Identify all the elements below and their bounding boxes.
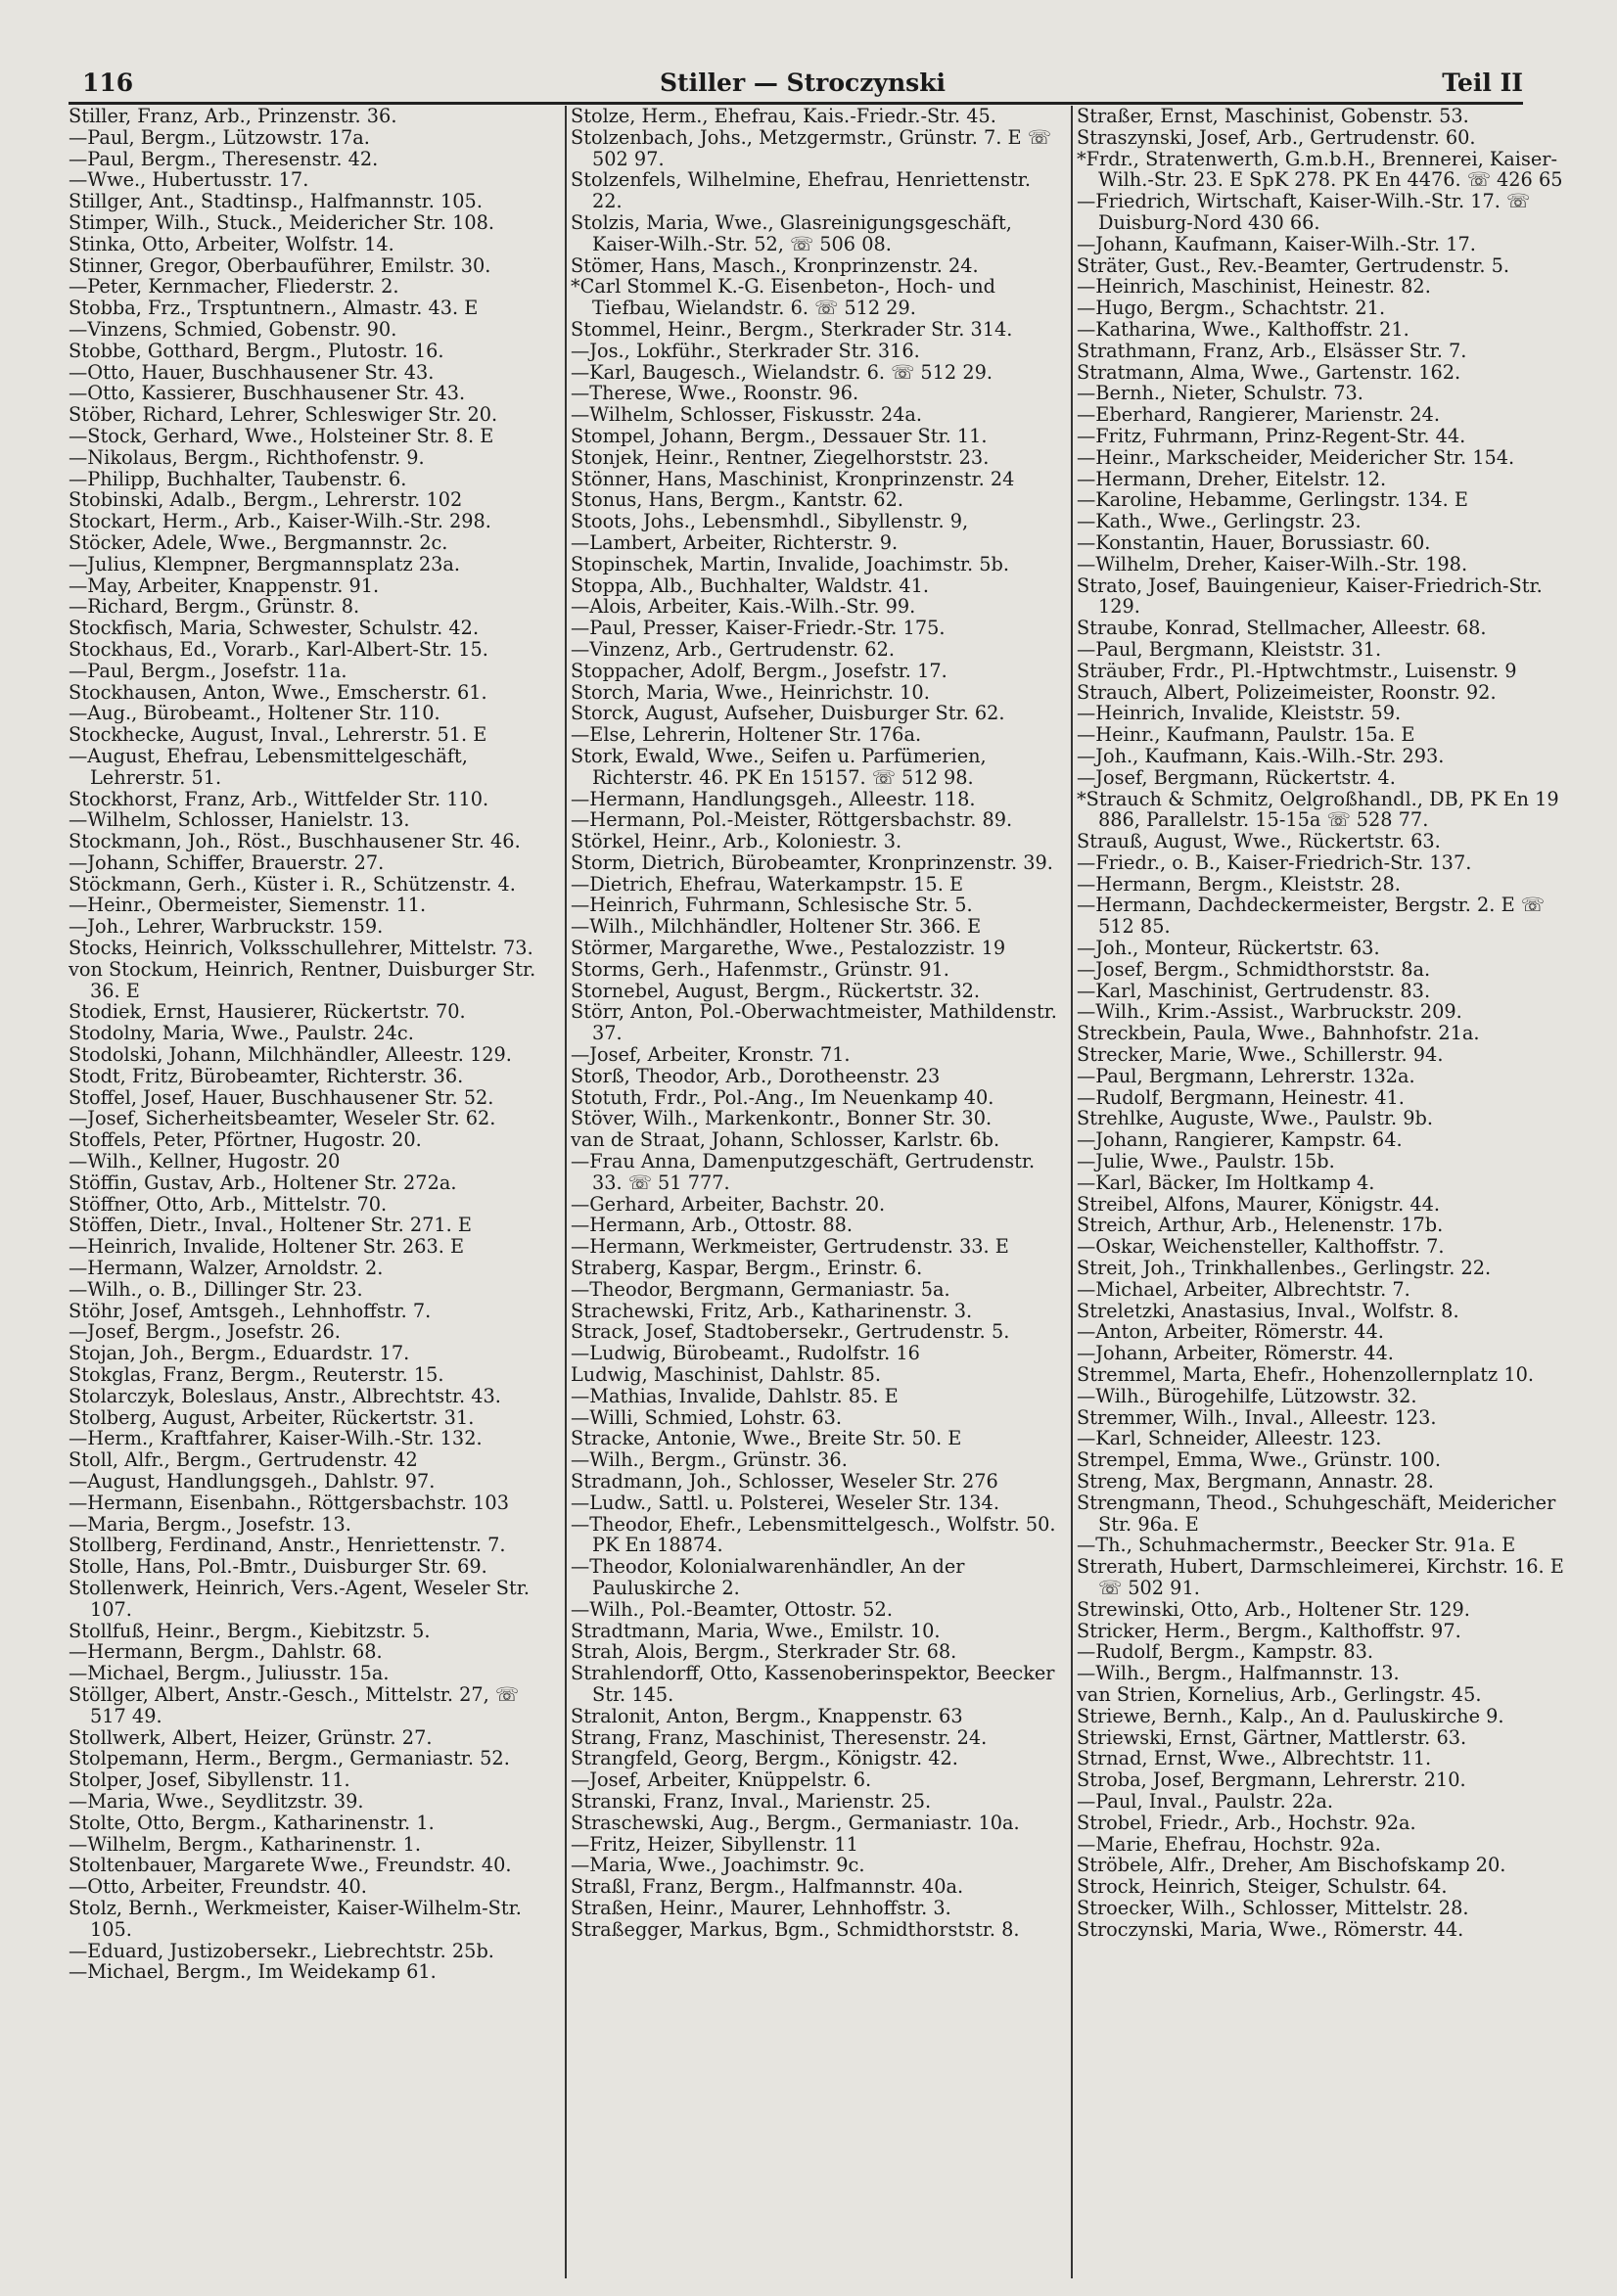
directory-entry: —Marie, Ehefrau, Hochstr. 92a. [1077,1832,1381,1856]
directory-entry: Strnad, Ernst, Wwe., Albrechtstr. 11. [1077,1747,1432,1770]
directory-entry: —Hermann, Dreher, Eitelstr. 12. [1077,467,1387,490]
directory-entry: Stompel, Johann, Bergm., Dessauer Str. 11. [571,424,988,447]
directory-entry: Storß, Theodor, Arb., Dorotheenstr. 23 [571,1064,941,1087]
directory-entry: Stracke, Antonie, Wwe., Breite Str. 50. E [571,1427,962,1450]
directory-entry: Stradtmann, Maria, Wwe., Emilstr. 10. [571,1619,941,1642]
directory-entry: Stockart, Herm., Arb., Kaiser-Wilh.-Str. 298. [69,510,491,533]
directory-entry: —Ludwig, Bürobeamt., Rudolfstr. 16 [571,1342,920,1365]
directory-entry: —Oskar, Weichensteller, Kalthoffstr. 7. [1077,1235,1445,1259]
directory-entry: —Eberhard, Rangierer, Marienstr. 24. [1077,403,1440,427]
directory-entry: Straßegger, Markus, Bgm., Schmidthorststr. 8. [571,1917,1020,1941]
directory-entry: Stodolny, Maria, Wwe., Paulstr. 24c. [69,1022,414,1045]
directory-entry: —Hermann, Werkmeister, Gertrudenstr. 33. E [571,1235,1009,1259]
directory-entry: —Heinr., Kaufmann, Paulstr. 15a. E [1077,723,1415,747]
directory-entry: Störkel, Heinr., Arb., Koloniestr. 3. [571,830,902,853]
directory-entry: Stockhecke, August, Inval., Lehrerstr. 51. E [69,723,487,747]
directory-entry: Stolper, Josef, Sibyllenstr. 11. [69,1768,350,1792]
directory-entry: Strauch, Albert, Polizeimeister, Roonstr. 92. [1077,680,1497,704]
directory-entry: —Wilh., Bergm., Grünstr. 36. [571,1448,848,1472]
directory-entry: —Josef, Sicherheitsbeamter, Weseler Str. 62. [69,1107,496,1130]
directory-entry: Stolberg, August, Arbeiter, Rückertstr. 31. [69,1405,475,1429]
column-2 [571,106,1060,2283]
directory-entry: Stiller, Franz, Arb., Prinzenstr. 36. [69,106,397,127]
directory-entry: Strecker, Marie, Wwe., Schillerstr. 94. [1077,1043,1444,1067]
directory-entry: —Karoline, Hebamme, Gerlingstr. 134. E [1077,488,1468,512]
directory-entry: —Theodor, Kolonialwarenhändler, An der Pauluskirche 2. [571,1555,965,1599]
directory-entry: —Wwe., Hubertusstr. 17. [69,168,309,192]
directory-entry: Stobinski, Adalb., Bergm., Lehrerstr. 102 [69,488,463,512]
directory-entry: —Karl, Bäcker, Im Holtkamp 4. [1077,1171,1375,1194]
directory-entry: Stockhorst, Franz, Arb., Wittfelder Str. 110. [69,787,489,810]
directory-entry: —May, Arbeiter, Knappenstr. 91. [69,574,380,597]
directory-entry: —Heinr., Obermeister, Siemenstr. 11. [69,894,427,917]
directory-entry: —Hugo, Bergm., Schachtstr. 21. [1077,297,1386,320]
directory-entry: Strempel, Emma, Wwe., Grünstr. 100. [1077,1448,1441,1472]
directory-entry: —Paul, Bergm., Josefstr. 11a. [69,659,347,682]
directory-entry: Stömer, Hans, Masch., Kronprinzenstr. 24. [571,253,979,277]
part-label: Teil II [1442,69,1523,97]
directory-entry: —Lambert, Arbeiter, Richterstr. 9. [571,530,899,554]
directory-entry: Störr, Anton, Pol.-Oberwachtmeister, Mathildenstr. 37. [571,1000,1057,1045]
directory-entry: —Johann, Schiffer, Brauerstr. 27. [69,850,385,874]
directory-entry: Stolarczyk, Boleslaus, Anstr., Albrechtstr. 43. [69,1384,501,1407]
directory-entry: Stroba, Josef, Bergmann, Lehrerstr. 210. [1077,1768,1466,1792]
directory-entry: —Wilhelm, Schlosser, Fiskusstr. 24a. [571,403,922,427]
directory-entry: Straßen, Heinr., Maurer, Lehnhoffstr. 3. [571,1896,951,1919]
directory-entry: Stornebel, August, Bergm., Rückertstr. 32. [571,979,981,1002]
directory-entry: —Stock, Gerhard, Wwe., Holsteiner Str. 8. E [69,424,494,447]
directory-entry: —Fritz, Fuhrmann, Prinz-Regent-Str. 44. [1077,424,1466,447]
directory-entry: Stokglas, Franz, Bergm., Reuterstr. 15. [69,1363,444,1387]
directory-entry: —Wilh., Pol.-Beamter, Ottostr. 52. [571,1597,893,1621]
directory-entry: —Josef, Bergm., Schmidthorststr. 8a. [1077,957,1431,981]
directory-entry: —Heinrich, Maschinist, Heinestr. 82. [1077,275,1431,298]
directory-entry: Stöffner, Otto, Arb., Mittelstr. 70. [69,1192,388,1216]
directory-entry: —Eduard, Justizobersekr., Liebrechtstr. 25b. [69,1939,494,1962]
directory-entry: Ludwig, Maschinist, Dahlstr. 85. [571,1363,882,1387]
directory-entry: —Friedr., o. B., Kaiser-Friedrich-Str. 137. [1077,850,1472,874]
directory-entry: —Paul, Presser, Kaiser-Friedr.-Str. 175. [571,617,946,640]
directory-entry: —Ludw., Sattl. u. Polsterei, Weseler Str. 134. [571,1491,999,1514]
directory-entry: —Karl, Maschinist, Gertrudenstr. 83. [1077,979,1431,1002]
directory-entry: *Carl Stommel K.-G. Eisenbeton-, Hoch- und Tiefbau, Wielandstr. 6. ☏ 512 29. [571,275,995,320]
directory-entry: —Fritz, Heizer, Sibyllenstr. 11 [571,1832,858,1856]
directory-entry: Streng, Max, Bergmann, Annastr. 28. [1077,1470,1434,1492]
directory-entry: Strathmann, Franz, Arb., Elsässer Str. 7. [1077,339,1467,362]
directory-entry: Stockmann, Joh., Röst., Buschhausener Str. 46. [69,830,521,853]
directory-entry: —Maria, Wwe., Seydlitzstr. 39. [69,1789,364,1813]
directory-entry: van de Straat, Johann, Schlosser, Karlstr. 6b. [571,1128,1000,1152]
directory-entry: Stroczynski, Maria, Wwe., Römerstr. 44. [1077,1917,1464,1941]
directory-entry: Strang, Franz, Maschinist, Theresenstr. 24. [571,1725,988,1749]
directory-entry: —Frau Anna, Damenputzgeschäft, Gertrudenstr. 33. ☏ 51 777. [571,1150,1036,1194]
directory-entry: Strah, Alois, Bergm., Sterkrader Str. 68. [571,1640,957,1664]
directory-entry: Straschewski, Aug., Bergm., Germaniastr. 10a. [571,1811,1020,1834]
directory-entry: —Wilh., Kellner, Hugostr. 20 [69,1150,341,1173]
directory-entry: —Jos., Lokführ., Sterkrader Str. 316. [571,339,920,362]
directory-entry: —Hermann, Arb., Ottostr. 88. [571,1214,854,1237]
directory-entry: Stolle, Hans, Pol.-Bmtr., Duisburger Str. 69. [69,1555,487,1579]
directory-entry: —Wilhelm, Bergm., Katharinenstr. 1. [69,1832,422,1856]
directory-entry: —Rudolf, Bergmann, Heinestr. 41. [1077,1085,1405,1109]
directory-entry: —Willi, Schmied, Lohstr. 63. [571,1405,843,1429]
directory-entry: Stollfuß, Heinr., Bergm., Kiebitzstr. 5. [69,1619,431,1642]
directory-entry: Stolzenbach, Johs., Metzgermstr., Grünstr. 7. E ☏ 502 97. [571,125,1051,170]
directory-entry: Stodt, Fritz, Bürobeamter, Richterstr. 36. [69,1064,464,1087]
directory-entry: —Heinrich, Invalide, Kleiststr. 59. [1077,702,1402,725]
column-divider [565,106,567,2278]
directory-entry: Streich, Arthur, Arb., Helenenstr. 17b. [1077,1214,1444,1237]
directory-entry: —Michael, Bergm., Juliusstr. 15a. [69,1662,390,1685]
directory-entry: Strangfeld, Georg, Bergm., Königstr. 42. [571,1747,958,1770]
directory-entry: —Vinzens, Schmied, Gobenstr. 90. [69,317,397,341]
directory-entry: Stratmann, Alma, Wwe., Gartenstr. 162. [1077,360,1461,384]
directory-entry: —Paul, Bergmann, Kleiststr. 31. [1077,637,1382,661]
column-divider [1071,106,1073,2278]
directory-entry: Stöcker, Adele, Wwe., Bergmannstr. 2c. [69,530,448,554]
directory-entry: Stoltenbauer, Margarete Wwe., Freundstr. 40. [69,1854,512,1877]
directory-entry: —Anton, Arbeiter, Römerstr. 44. [1077,1320,1384,1344]
directory-entry: Stremmer, Wilh., Inval., Alleestr. 123. [1077,1405,1437,1429]
directory-entry: Strock, Heinrich, Steiger, Schulstr. 64. [1077,1875,1448,1899]
directory-entry: —Hermann, Walzer, Arnoldstr. 2. [69,1257,384,1280]
directory-entry: Stoffel, Josef, Hauer, Buschhausener Str. 52. [69,1085,494,1109]
directory-entry: Striewe, Bernh., Kalp., An d. Pauluskirche 9. [1077,1704,1504,1727]
column-3 [1077,106,1566,2283]
directory-entry: Störmer, Margarethe, Wwe., Pestalozzistr. 19 [571,937,1006,960]
directory-entry: —Alois, Arbeiter, Kais.-Wilh.-Str. 99. [571,595,916,619]
directory-entry: Stranski, Franz, Inval., Marienstr. 25. [571,1789,932,1813]
directory-entry: —Rudolf, Bergm., Kampstr. 83. [1077,1640,1374,1664]
directory-entry: —Hermann, Pol.-Meister, Röttgersbachstr. 89. [571,808,1013,832]
directory-entry: Stollenwerk, Heinrich, Vers.-Agent, Weseler Str. 107. [69,1576,530,1621]
directory-entry: Strauß, August, Wwe., Rückertstr. 63. [1077,830,1441,853]
directory-entry: —Heinrich, Invalide, Holtener Str. 263. E [69,1235,465,1259]
directory-entry: Stralonit, Anton, Bergm., Knappenstr. 63 [571,1704,963,1727]
directory-entry: Streletzki, Anastasius, Inval., Wolfstr. 8. [1077,1299,1459,1322]
directory-entry: Stricker, Herm., Bergm., Kalthoffstr. 97. [1077,1619,1461,1642]
directory-entry: —Julius, Klempner, Bergmannsplatz 23a. [69,552,460,575]
directory-entry: Stocks, Heinrich, Volksschullehrer, Mittelstr. 73. [69,937,533,960]
directory-entry: —Nikolaus, Bergm., Richthofenstr. 9. [69,445,425,469]
directory-entry: Stonus, Hans, Bergm., Kantstr. 62. [571,488,903,512]
directory-entry: —Otto, Arbeiter, Freundstr. 40. [69,1875,367,1899]
directory-entry: —Julie, Wwe., Paulstr. 15b. [1077,1150,1335,1173]
directory-entry: —Mathias, Invalide, Dahlstr. 85. E [571,1384,899,1407]
directory-entry: Stollberg, Ferdinand, Anstr., Henriettenstr. 7. [69,1534,506,1557]
directory-entry: —Else, Lehrerin, Holtener Str. 176a. [571,723,922,747]
directory-entry: —Wilh., Krim.-Assist., Warbruckstr. 209. [1077,1000,1462,1024]
page-title: Stiller — Stroczynski [659,69,947,97]
directory-entry: Strahlendorff, Otto, Kassenoberinspektor, Beecker Str. 145. [571,1662,1055,1706]
directory-entry: —August, Handlungsgeh., Dahlstr. 97. [69,1470,436,1492]
directory-entry: —Maria, Bergm., Josefstr. 13. [69,1512,351,1536]
directory-entry: Stockhausen, Anton, Wwe., Emscherstr. 61. [69,680,487,704]
directory-entry: Straßer, Ernst, Maschinist, Gobenstr. 53. [1077,106,1469,127]
directory-entry: Stöver, Wilh., Markenkontr., Bonner Str. 30. [571,1107,993,1130]
directory-entry: Stolzenfels, Wilhelmine, Ehefrau, Henriettenstr. 22. [571,168,1031,213]
directory-entry: Strobel, Friedr., Arb., Hochstr. 92a. [1077,1811,1416,1834]
directory-entry: —Heinrich, Fuhrmann, Schlesische Str. 5. [571,894,973,917]
directory-entry: —Johann, Rangierer, Kampstr. 64. [1077,1128,1403,1152]
directory-entry: —Otto, Kassierer, Buschhausener Str. 43. [69,382,466,405]
directory-entry: Storms, Gerh., Hafenmstr., Grünstr. 91. [571,957,949,981]
directory-entry: —Heinr., Markscheider, Meidericher Str. 154. [1077,445,1515,469]
directory-entry: Stopinschek, Martin, Invalide, Joachimstr. 5b. [571,552,1010,575]
directory-entry: —Joh., Kaufmann, Kais.-Wilh.-Str. 293. [1077,744,1445,767]
directory-entry: Stoots, Johs., Lebensmhdl., Sibyllenstr. 9, [571,510,969,533]
directory-entry: Stradmann, Joh., Schlosser, Weseler Str. 276 [571,1470,998,1492]
directory-entry: Stockfisch, Maria, Schwester, Schulstr. 42. [69,617,480,640]
directory-entry: —Friedrich, Wirtschaft, Kaiser-Wilh.-Str. 17. ☏ Duisburg-Nord 430 66. [1077,190,1531,234]
directory-entry: Stolte, Otto, Bergm., Katharinenstr. 1. [69,1811,435,1834]
directory-entry: Stöber, Richard, Lehrer, Schleswiger Str. 20. [69,403,498,427]
directory-entry: —Paul, Inval., Paulstr. 22a. [1077,1789,1334,1813]
directory-entry: —Bernh., Nieter, Schulstr. 73. [1077,382,1363,405]
directory-entry: Stolzis, Maria, Wwe., Glasreinigungsgeschäft, Kaiser-Wilh.-Str. 52, ☏ 506 08. [571,210,1012,255]
directory-entry: Storch, Maria, Wwe., Heinrichstr. 10. [571,680,930,704]
directory-entry: —Hermann, Bergm., Dahlstr. 68. [69,1640,383,1664]
directory-entry: Streibel, Alfons, Maurer, Königstr. 44. [1077,1192,1441,1216]
directory-entry: Striewski, Ernst, Gärtner, Mattlerstr. 63. [1077,1725,1467,1749]
directory-entry: Stommel, Heinr., Bergm., Sterkrader Str. 314. [571,317,1013,341]
directory-entry: Strewinski, Otto, Arb., Holtener Str. 129. [1077,1597,1470,1621]
directory-entry: —Hermann, Eisenbahn., Röttgersbachstr. 103 [69,1491,509,1514]
directory-entry: Strerath, Hubert, Darmschleimerei, Kirchstr. 16. E ☏ 502 91. [1077,1555,1564,1599]
directory-entry: Stoll, Alfr., Bergm., Gertrudenstr. 42 [69,1448,418,1472]
directory-entry: —Maria, Wwe., Joachimstr. 9c. [571,1854,865,1877]
directory-entry: —Johann, Kaufmann, Kaiser-Wilh.-Str. 17. [1077,232,1476,255]
directory-entry: —Th., Schuhmachermstr., Beecker Str. 91a. E [1077,1534,1516,1557]
directory-entry: —Hermann, Handlungsgeh., Alleestr. 118. [571,787,976,810]
directory-entry: Straszynski, Josef, Arb., Gertrudenstr. 60. [1077,125,1476,149]
directory-entry: Ströbele, Alfr., Dreher, Am Bischofskamp 20. [1077,1854,1506,1877]
directory-entry: Stöllger, Albert, Anstr.-Gesch., Mittelstr. 27, ☏ 517 49. [69,1682,519,1727]
directory-entry: —Wilh., Bergm., Halfmannstr. 13. [1077,1662,1400,1685]
directory-entry: Stimper, Wilh., Stuck., Meidericher Str. 108. [69,210,495,234]
directory-entry: —Michael, Bergm., Im Weidekamp 61. [69,1960,437,1984]
column-1 [69,106,558,2283]
directory-entry: —Hermann, Dachdeckermeister, Bergstr. 2. E ☏ 512 85. [1077,894,1545,939]
page-number: 116 [82,69,134,97]
directory-entry: —Hermann, Bergm., Kleiststr. 28. [1077,872,1401,895]
directory-entry: —August, Ehefrau, Lebensmittelgeschäft, Lehrerstr. 51. [69,744,468,789]
directory-entry: Stönner, Hans, Maschinist, Kronprinzenstr. 24 [571,467,1015,490]
directory-entry: Storck, August, Aufseher, Duisburger Str. 62. [571,702,1005,725]
directory-entry: —Vinzenz, Arb., Gertrudenstr. 62. [571,637,895,661]
directory-entry: Stöffin, Gustav, Arb., Holtener Str. 272a. [69,1171,457,1194]
directory-entry: —Wilhelm, Dreher, Kaiser-Wilh.-Str. 198. [1077,552,1468,575]
directory-entry: Stolz, Bernh., Werkmeister, Kaiser-Wilhelm-Str. 105. [69,1896,522,1941]
directory-entry: Straube, Konrad, Stellmacher, Alleestr. 68. [1077,617,1487,640]
directory-entry: —Josef, Bergmann, Rückertstr. 4. [1077,765,1396,789]
directory-entry: Strehlke, Auguste, Wwe., Paulstr. 9b. [1077,1107,1433,1130]
directory-entry: —Otto, Hauer, Buschhausener Str. 43. [69,360,435,384]
directory-entry: —Richard, Bergm., Grünstr. 8. [69,595,360,619]
directory-entry: —Wilh., Bürogehilfe, Lützowstr. 32. [1077,1384,1417,1407]
directory-entry: —Wilh., Milchhändler, Holtener Str. 366. E [571,915,982,939]
directory-entry: Straberg, Kaspar, Bergm., Erinstr. 6. [571,1257,923,1280]
directory-entry: van Strien, Kornelius, Arb., Gerlingstr. 45. [1077,1682,1482,1706]
directory-entry: —Gerhard, Arbeiter, Bachstr. 20. [571,1192,886,1216]
directory-entry: —Theodor, Ehefr., Lebensmittelgesch., Wolfstr. 50. PK En 18874. [571,1512,1056,1557]
directory-entry: —Karl, Schneider, Alleestr. 123. [1077,1427,1382,1450]
directory-entry: Stinner, Gregor, Oberbauführer, Emilstr. 30. [69,253,491,277]
directory-entry: —Joh., Monteur, Rückertstr. 63. [1077,937,1380,960]
directory-entry: —Josef, Arbeiter, Kronstr. 71. [571,1043,851,1067]
directory-entry: —Paul, Bergm., Theresenstr. 42. [69,147,379,170]
directory-entry: —Paul, Bergmann, Lehrerstr. 132a. [1077,1064,1415,1087]
directory-entry: Stoffels, Peter, Pförtner, Hugostr. 20. [69,1128,422,1152]
directory-entry: —Peter, Kernmacher, Fliederstr. 2. [69,275,399,298]
directory-entry: Storm, Dietrich, Bürobeamter, Kronprinzenstr. 39. [571,850,1053,874]
directory-entry: Stobba, Frz., Trsptuntnern., Almastr. 43. E [69,297,479,320]
directory-entry: Stöckmann, Gerh., Küster i. R., Schützenstr. 4. [69,872,516,895]
directory-entry: —Dietrich, Ehefrau, Waterkampstr. 15. E [571,872,964,895]
directory-entry: Stöffen, Dietr., Inval., Holtener Str. 271. E [69,1214,472,1237]
directory-entry: Stolpemann, Herm., Bergm., Germaniastr. 52. [69,1747,510,1770]
directory-entry: Stoppa, Alb., Buchhalter, Waldstr. 41. [571,574,930,597]
directory-entry: —Josef, Arbeiter, Knüppelstr. 6. [571,1768,872,1792]
directory-entry: —Konstantin, Hauer, Borussiastr. 60. [1077,530,1431,554]
directory-entry: Sträter, Gust., Rev.-Beamter, Gertrudenstr. 5. [1077,253,1510,277]
directory-entry: *Frdr., Stratenwerth, G.m.b.H., Brennerei, Kaiser-Wilh.-Str. 23. E SpK 278. PK En 4476. ☏ 426 65 [1077,147,1563,192]
directory-entry: Strato, Josef, Bauingenieur, Kaiser-Friedrich-Str. 129. [1077,574,1543,619]
directory-entry: —Philipp, Buchhalter, Taubenstr. 6. [69,467,407,490]
directory-entry: Stollwerk, Albert, Heizer, Grünstr. 27. [69,1725,433,1749]
directory-entry: Stremmel, Marta, Ehefr., Hohenzollernplatz 10. [1077,1363,1534,1387]
directory-entry: Straßl, Franz, Bergm., Halfmannstr. 40a. [571,1875,964,1899]
directory-entry: —Katharina, Wwe., Kalthoffstr. 21. [1077,317,1409,341]
directory-entry: —Wilh., o. B., Dillinger Str. 23. [69,1277,363,1301]
directory-entry: Stolze, Herm., Ehefrau, Kais.-Friedr.-Str. 45. [571,106,996,127]
directory-entry: Streckbein, Paula, Wwe., Bahnhofstr. 21a. [1077,1022,1480,1045]
directory-entry: Stork, Ewald, Wwe., Seifen u. Parfümerien, Richterstr. 46. PK En 15157. ☏ 512 98. [571,744,987,789]
directory-entry: Stonjek, Heinr., Rentner, Ziegelhorststr. 23. [571,445,990,469]
directory-entry: —Karl, Baugesch., Wielandstr. 6. ☏ 512 29. [571,360,993,384]
directory-entry: —Michael, Arbeiter, Albrechtstr. 7. [1077,1277,1410,1301]
directory-entry: *Strauch & Schmitz, Oelgroßhandl., DB, PK En 19 886, Parallelstr. 15-15a ☏ 528 77. [1077,787,1559,832]
directory-entry: Stodolski, Johann, Milchhändler, Alleestr. 129. [69,1043,512,1067]
directory-entry: Stoppacher, Adolf, Bergm., Josefstr. 17. [571,659,947,682]
directory-entry: Stinka, Otto, Arbeiter, Wolfstr. 14. [69,232,394,255]
header-rule [69,102,1523,105]
directory-entry: Stodiek, Ernst, Hausierer, Rückertstr. 70. [69,1000,466,1024]
directory-entry: Stroecker, Wilh., Schlosser, Mittelstr. 28. [1077,1896,1469,1919]
directory-entry: Stobbe, Gotthard, Bergm., Plutostr. 16. [69,339,444,362]
directory-entry: Stockhaus, Ed., Vorarb., Karl-Albert-Str. 15. [69,637,488,661]
directory-entry: —Theodor, Bergmann, Germaniastr. 5a. [571,1277,950,1301]
directory-entry: Stotuth, Frdr., Pol.-Ang., Im Neuenkamp 40. [571,1085,994,1109]
directory-entry: —Joh., Lehrer, Warbruckstr. 159. [69,915,384,939]
directory-entry: Sträuber, Frdr., Pl.-Hptwchtmstr., Luisenstr. 9 [1077,659,1517,682]
directory-entry: von Stockum, Heinrich, Rentner, Duisburger Str. 36. E [69,957,536,1002]
directory-entry: Strachewski, Fritz, Arb., Katharinenstr. 3. [571,1299,973,1322]
directory-entry: Strack, Josef, Stadtobersekr., Gertrudenstr. 5. [571,1320,1010,1344]
directory-entry: Stöhr, Josef, Amtsgeh., Lehnhoffstr. 7. [69,1299,432,1322]
directory-entry: —Aug., Bürobeamt., Holtener Str. 110. [69,702,440,725]
directory-entry: Stojan, Joh., Bergm., Eduardstr. 17. [69,1342,410,1365]
directory-entry: —Kath., Wwe., Gerlingstr. 23. [1077,510,1362,533]
page-header [82,63,1523,102]
directory-entry: Strengmann, Theod., Schuhgeschäft, Meidericher Str. 96a. E [1077,1491,1556,1536]
directory-entry: —Johann, Arbeiter, Römerstr. 44. [1077,1342,1394,1365]
directory-entry: —Paul, Bergm., Lützowstr. 17a. [69,125,370,149]
directory-entry: Stillger, Ant., Stadtinsp., Halfmannstr. 105. [69,190,483,213]
directory-entry: —Herm., Kraftfahrer, Kaiser-Wilh.-Str. 132. [69,1427,483,1450]
directory-entry: —Wilhelm, Schlosser, Hanielstr. 13. [69,808,410,832]
directory-entry: —Therese, Wwe., Roonstr. 96. [571,382,859,405]
directory-entry: —Josef, Bergm., Josefstr. 26. [69,1320,341,1344]
directory-entry: Streit, Joh., Trinkhallenbes., Gerlingstr. 22. [1077,1257,1492,1280]
